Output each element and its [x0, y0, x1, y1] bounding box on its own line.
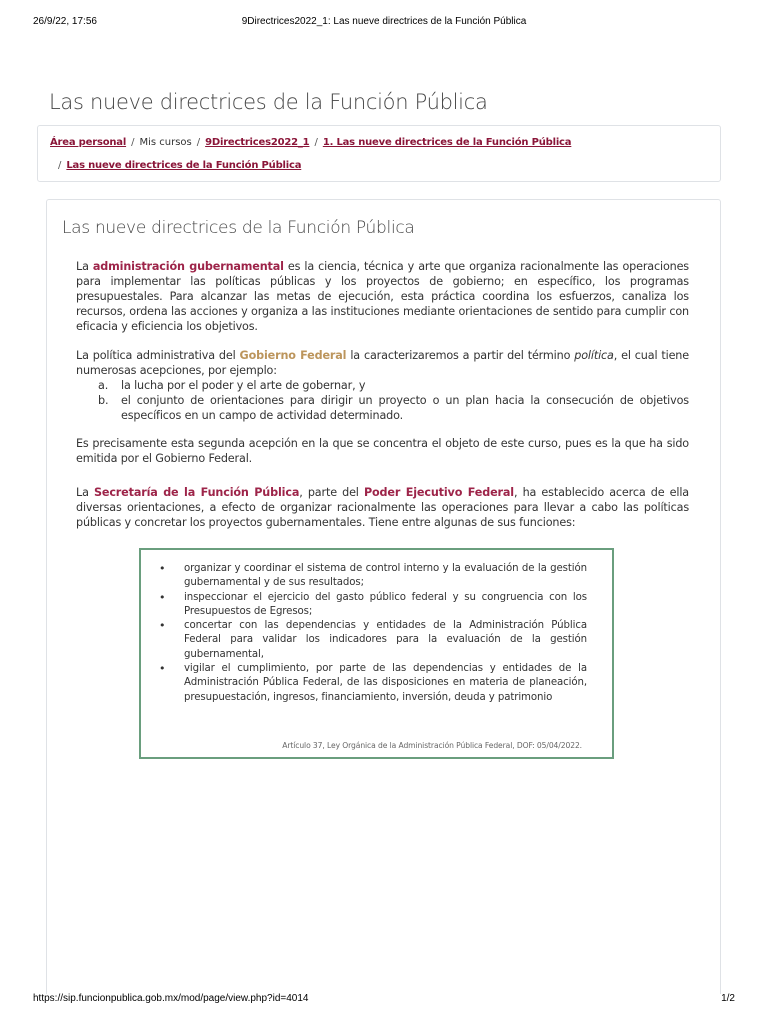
list-item: b. el conjunto de orientaciones para dirigir un proyecto o un plan hacia la consecución de objetivos específicos en un campo de actividad determinado.: [98, 394, 689, 422]
bullet-icon: •: [159, 619, 166, 633]
list-item: • vigilar el cumplimiento, por parte de las dependencias y entidades de la Administración Pública Federal, de las disposiciones en materia de planeación, presupuestación, ingresos, financiamiento, inversión, deuda y patrimonio: [159, 662, 587, 703]
citation: Artículo 37, Ley Orgánica de la Administración Pública Federal, DOF: 05/04/2022.: [282, 741, 582, 750]
breadcrumb-separator: /: [314, 137, 318, 148]
print-header: [33, 16, 735, 30]
functions-list: [155, 562, 587, 705]
bullet-icon: •: [159, 590, 166, 604]
bullet-icon: •: [159, 662, 166, 676]
print-footer: [33, 993, 735, 1007]
breadcrumb-course[interactable]: 9Directrices2022_1: [205, 137, 310, 148]
breadcrumb: [37, 125, 721, 182]
functions-box: [139, 548, 614, 759]
breadcrumb-separator: /: [58, 160, 62, 171]
page-content: [46, 199, 721, 994]
paragraph-politica-administrativa: La política administrativa del Gobierno Federal la caracterizaremos a partir del término política, el cual tiene numerosas acepciones, por ejemplo: a. la lucha por el poder y el arte de gobernar, y b. el conjunto de orientaciones para dirigir un proyecto o un plan hacia la consecución de objetivos específicos en un campo de actividad determinado.: [76, 349, 689, 422]
breadcrumb-mis-cursos: Mis cursos: [139, 137, 192, 148]
bullet-icon: •: [159, 562, 166, 575]
breadcrumb-current-page[interactable]: Las nueve directrices de la Función Pública: [66, 160, 302, 171]
list-item: a. la lucha por el poder y el arte de gobernar, y: [98, 379, 366, 392]
print-document-title: 9Directrices2022_1: Las nueve directrices de la Función Pública: [241, 16, 527, 27]
print-page-number: 1/2: [721, 993, 735, 1004]
print-datetime: 26/9/22, 17:56: [33, 16, 97, 27]
paragraph-segunda-acepcion: Es precisamente esta segunda acepción en la que se concentra el objeto de este curso, pues es la que ha sido emitida por el Gobierno Federal.: [76, 437, 689, 465]
breadcrumb-area-personal[interactable]: Área personal: [50, 137, 127, 148]
acepciones-list: [76, 378, 689, 423]
paragraph-secretaria: La Secretaría de la Función Pública, parte del Poder Ejecutivo Federal, ha establecido acerca de ella diversas orientaciones, a efecto de organizar racionalmente las operaciones para llevar a cabo las políticas públicas y concretar los proyectos gubernamentales. Tiene entre algunas de sus funciones:: [76, 486, 690, 529]
term-administracion-gubernamental: administración gubernamental: [92, 260, 284, 273]
list-item: • organizar y coordinar el sistema de control interno y la evaluación de la gestión gubernamental y de sus resultados;: [159, 562, 587, 589]
term-poder-ejecutivo-federal: Poder Ejecutivo Federal: [363, 486, 514, 499]
page-title: Las nueve directrices de la Función Pública: [49, 90, 488, 114]
breadcrumb-section[interactable]: 1. Las nueve directrices de la Función Pública: [322, 137, 572, 148]
term-politica: política: [574, 349, 614, 362]
breadcrumb-separator: /: [196, 137, 201, 148]
term-gobierno-federal: Gobierno Federal: [239, 349, 347, 362]
paragraph-administracion: La administración gubernamental es la ciencia, técnica y arte que organiza racionalmente las operaciones para implementar las políticas públicas y los proyectos de gobierno; en específico, los programas presupuestales. Para alcanzar las metas de ejecución, esta práctica coordina los esfuerzos, canaliza los recursos, ordena las acciones y organiza a las instituciones mediante orientaciones de sentido para cumplir con eficacia y eficiencia los objetivos.: [76, 260, 689, 333]
print-url: https://sip.funcionpublica.gob.mx/mod/page/view.php?id=4014: [33, 993, 309, 1004]
content-title: Las nueve directrices de la Función Pública: [62, 218, 415, 238]
list-item: • concertar con las dependencias y entidades de la Administración Pública Federal para validar los indicadores para la evaluación de la gestión gubernamental,: [159, 619, 587, 660]
breadcrumb-separator: /: [131, 137, 135, 148]
term-secretaria-funcion-publica: Secretaría de la Función Pública: [93, 486, 300, 499]
list-item: • inspeccionar el ejercicio del gasto público federal y su congruencia con los Presupuestos de Egresos;: [159, 590, 587, 617]
